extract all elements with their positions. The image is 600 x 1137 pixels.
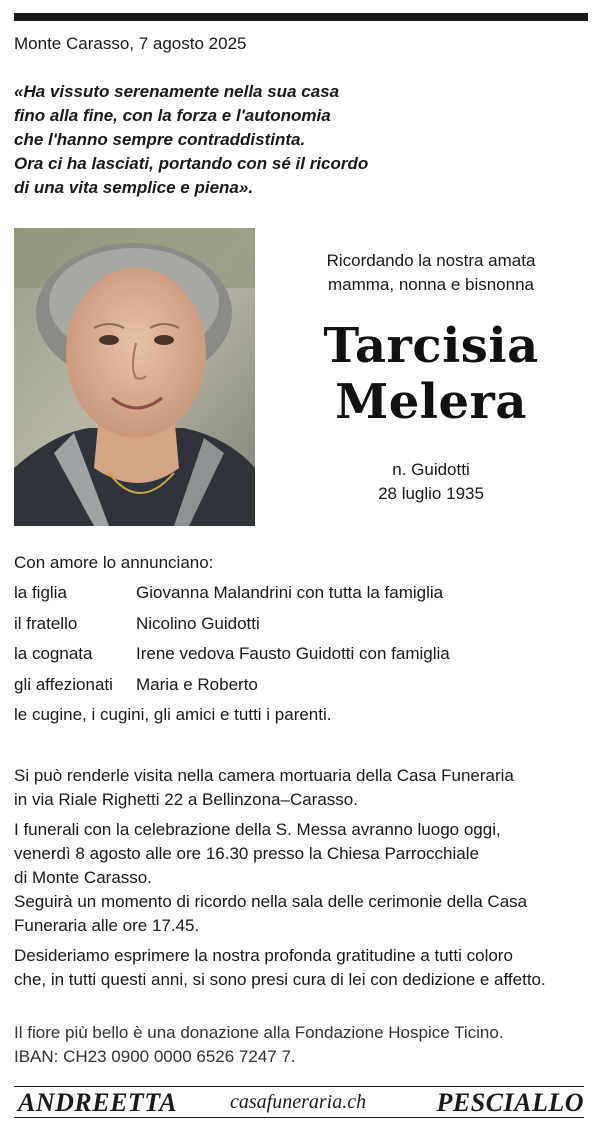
birth-date: 28 luglio 1935 [378, 484, 484, 503]
text-line: che, in tutti questi anni, si sono presi cura di lei con dedizione e affetto. [14, 970, 546, 989]
footer-rule-top [14, 1086, 584, 1087]
quote-line: fino alla fine, con la forza e l'autonomia [14, 106, 331, 125]
text-line: di Monte Carasso. [14, 868, 152, 887]
birth-details [300, 458, 562, 506]
epigraph-quote [14, 80, 414, 200]
deceased-name [300, 318, 562, 430]
text-line: Il fiore più bello è una donazione alla Fondazione Hospice Ticino. [14, 1023, 504, 1042]
text-line: Desideriamo esprimere la nostra profonda gratitudine a tutti coloro [14, 946, 513, 965]
text-line: Funeraria alle ore 17.45. [14, 916, 200, 935]
quote-line: di una vita semplice e piena». [14, 178, 254, 197]
text-line: Si può renderle visita nella camera mortuaria della Casa Funeraria [14, 766, 514, 785]
funeral-info [14, 818, 588, 890]
relative-names: Giovanna Malandrini con tutta la famiglia [136, 583, 444, 602]
footer-brand-left: ANDREETTA [18, 1088, 178, 1117]
relative-names: Nicolino Guidotti [136, 614, 260, 633]
portrait-photo [14, 228, 255, 526]
memorial-info [14, 890, 588, 938]
remembrance-line: Ricordando la nostra amata [326, 251, 536, 270]
text-line: I funerali con la celebrazione della S. Messa avranno luogo oggi, [14, 820, 501, 839]
relation-label: gli affezionati [14, 675, 113, 694]
gratitude-text [14, 944, 588, 992]
footer-brand-right: PESCIALLO [436, 1088, 584, 1117]
donation-text [14, 1021, 588, 1069]
maiden-name: n. Guidotti [392, 460, 470, 479]
last-name: Melera [335, 374, 527, 430]
relative-names: Irene vedova Fausto Guidotti con famiglia [136, 644, 450, 663]
relation-label: la figlia [14, 583, 67, 602]
text-line: IBAN: CH23 0900 0000 6526 7247 7. [14, 1047, 296, 1066]
relation-label: la cognata [14, 644, 93, 663]
first-name: Tarcisia [323, 318, 539, 374]
text-line: in via Riale Righetti 22 a Bellinzona–Carasso. [14, 790, 358, 809]
text-line: venerdì 8 agosto alle ore 16.30 presso la Chiesa Parrocchiale [14, 844, 479, 863]
other-relatives: le cugine, i cugini, gli amici e tutti i parenti. [14, 705, 332, 724]
relative-names: Maria e Roberto [136, 675, 258, 694]
remembrance-text [300, 249, 562, 297]
place-date: Monte Carasso, 7 agosto 2025 [14, 34, 247, 53]
quote-line: Ora ci ha lasciati, portando con sé il ricordo [14, 154, 369, 173]
footer-rule-bottom [14, 1117, 584, 1118]
relation-label: il fratello [14, 614, 78, 633]
visit-info [14, 764, 588, 812]
footer-website[interactable]: casafuneraria.ch [230, 1091, 367, 1113]
top-rule [14, 13, 588, 21]
quote-line: «Ha vissuto serenamente nella sua casa [14, 82, 340, 101]
quote-line: che l'hanno sempre contraddistinta. [14, 130, 306, 149]
announcement-intro: Con amore lo annunciano: [14, 553, 214, 572]
remembrance-line: mamma, nonna e bisnonna [327, 275, 535, 294]
text-line: Seguirà un momento di ricordo nella sala delle cerimonie della Casa [14, 892, 528, 911]
